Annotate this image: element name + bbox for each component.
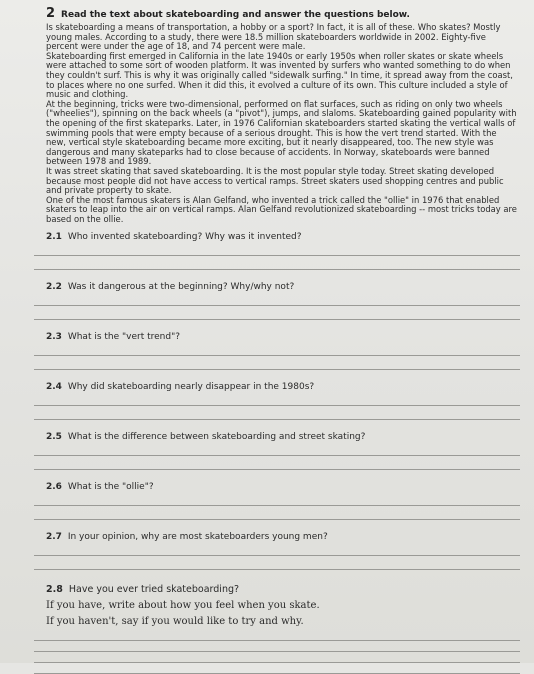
question-text: [46, 532, 518, 543]
reading-text: [46, 23, 518, 224]
question-prompt: What is the difference between skateboarding and street skating?: [67, 432, 366, 443]
question-prompt: Was it dangerous at the beginning? Why/why not?: [67, 282, 295, 293]
question-item: [46, 382, 518, 420]
question-item: [46, 282, 518, 320]
answer-line[interactable]: [34, 355, 520, 356]
answer-line[interactable]: [34, 319, 520, 320]
question-text: [46, 232, 518, 243]
answer-line[interactable]: [34, 469, 520, 470]
answer-line[interactable]: [34, 555, 520, 556]
question-text: [46, 482, 518, 493]
question-item: [46, 432, 518, 470]
answer-line[interactable]: [34, 419, 520, 420]
paragraph: One of the most famous skaters is Alan Gelfand, who invented a trick called the "ollie" in 1976 that enabled skaters to leap into the air on vertical ramps. Alan Gelfand revolutionized skateboarding -- most tricks today are based on the ollie.: [46, 194, 517, 224]
question-item: [46, 332, 518, 370]
paragraph: Is skateboarding a means of transportation, a hobby or a sport? In fact, it is all of these. Who skates? Mostly young males. According to a study, there were 18.5 million skateboarders worldwide in 2002. Eighty-five percent were under the age of 18, and 74 percent were male.: [46, 22, 501, 52]
answer-line[interactable]: [34, 255, 520, 256]
answer-line[interactable]: [34, 519, 520, 520]
question-number: 2.4: [46, 382, 62, 393]
question-number: 2.3: [46, 332, 62, 343]
question-item: [46, 532, 518, 570]
answer-line[interactable]: [34, 369, 520, 370]
final-question-item: [46, 582, 518, 674]
question-prompt: Why did skateboarding nearly disappear in the 1980s?: [67, 382, 315, 393]
answer-line[interactable]: [34, 455, 520, 456]
paragraph: At the beginning, tricks were two-dimensional, performed on flat surfaces, such as riding on only two wheels ("wheelies"), spinning on the back wheels (a "pivot"), jumps, and slaloms. Skateboarding gained popularity with the opening of the first skateparks. Later, in 1976 Californian skateboarders started skating the vertical walls of swimming pools that were empty because of a serious drought. This is how the vert trend started. With the new, vertical style skateboarding became more exciting, but it nearly disappeared, too. The new style was dangerous and many skateparks had to close because of accidents. In Norway, skateboards were banned between 1978 and 1989.: [46, 98, 517, 167]
answer-line[interactable]: [34, 569, 520, 570]
question-text: [46, 432, 518, 443]
paragraph: Skateboarding first emerged in California in the late 1940s or early 1950s when roller skates or skate wheels were attached to some sort of wooden platform. It was invented by surfers who wanted something to do when they couldn't surf. This is why it was originally called "sidewalk surfing." In time, it spread away from the coast, to places where no one surfed. When it did this, it evolved a culture of its own. This culture included a style of music and clothing.: [46, 50, 513, 100]
question-item: [46, 232, 518, 270]
answer-line[interactable]: [34, 651, 520, 652]
answer-line[interactable]: [34, 269, 520, 270]
question-prompt: Who invented skateboarding? Why was it invented?: [67, 232, 302, 243]
answer-line[interactable]: [34, 505, 520, 506]
question-text: [46, 582, 518, 598]
question-number: 2.8: [46, 584, 63, 596]
question-prompt: What is the "vert trend"?: [67, 332, 181, 343]
question-number: 2.2: [46, 282, 62, 293]
question-number: 2.6: [46, 482, 62, 493]
exercise-instruction: Read the text about skateboarding and answer the questions below.: [61, 10, 410, 20]
exercise-number: 2: [46, 6, 56, 21]
question-item: [46, 482, 518, 520]
answer-line[interactable]: [34, 305, 520, 306]
question-subprompt: If you haven't, say if you would like to try and why.: [46, 616, 304, 628]
question-prompt: In your opinion, why are most skateboarders young men?: [67, 532, 328, 543]
paragraph: It was street skating that saved skateboarding. It is the most popular style today. Street skating developed because most people did not have access to vertical ramps. Street skaters used shopping centres and public and private property to skate.: [46, 165, 504, 196]
question-text: [46, 382, 518, 393]
question-subprompt: If you have, write about how you feel when you skate.: [46, 600, 320, 612]
question-text: [46, 282, 518, 293]
answer-line[interactable]: [34, 640, 520, 641]
question-number: 2.1: [46, 232, 62, 243]
answer-line[interactable]: [34, 405, 520, 406]
question-number: 2.7: [46, 532, 62, 543]
exercise-heading: [46, 6, 518, 21]
question-text: [46, 332, 518, 343]
question-prompt: Have you ever tried skateboarding?: [68, 584, 240, 596]
question-prompt: What is the "ollie"?: [67, 482, 154, 493]
question-list: [46, 232, 518, 674]
question-number: 2.5: [46, 432, 62, 443]
